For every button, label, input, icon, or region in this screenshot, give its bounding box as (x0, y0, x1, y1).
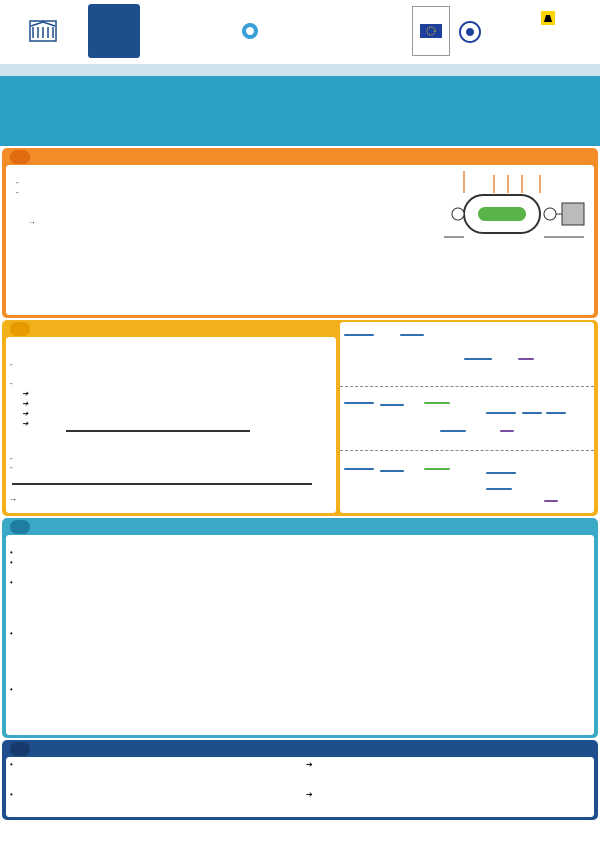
scenario-2-diagram (340, 458, 594, 512)
node-settling (400, 334, 424, 336)
s1-node-dewatering (486, 412, 516, 414)
interreg-logo (452, 8, 488, 56)
footer (0, 822, 600, 848)
ibw-mark (241, 22, 262, 40)
conclusion-4: ➔ (306, 790, 313, 799)
conclusion-3: ➔ (306, 760, 313, 769)
wvl-logo (510, 32, 596, 58)
results-heading (10, 520, 30, 534)
s1-node-drying (522, 412, 542, 414)
s2-node-chp (544, 500, 558, 502)
baseline-diagram (340, 330, 594, 384)
introduction-section (2, 148, 598, 318)
conclusion-heading (10, 742, 30, 756)
ibw-logo (198, 4, 304, 58)
raceway-pond-diagram (444, 167, 590, 245)
intro-bullet-fish: - (16, 178, 19, 187)
s1-node-digester (440, 430, 466, 432)
results-bullet-2: • (10, 558, 13, 567)
conclusion-2: • (10, 790, 13, 799)
intro-bullet-harvest: → (28, 217, 36, 226)
plant-M: ➔ (22, 419, 29, 428)
methods-section (2, 320, 598, 516)
ugent-emblem-icon (28, 19, 58, 43)
scenario-1-diagram (340, 394, 594, 450)
s1-node-milling (546, 412, 566, 414)
scenario-2-title (340, 450, 594, 451)
s1-node-raceway (424, 402, 450, 404)
logo-bar (0, 0, 600, 62)
vlaams-logo (498, 4, 598, 32)
methods-item-4: - (10, 463, 13, 472)
node-chp (518, 358, 534, 360)
node-ras (344, 334, 374, 336)
envoc-logo (88, 4, 140, 58)
methods-item-3: - (10, 454, 13, 463)
methods-item-1: - (10, 360, 13, 369)
results-bullet-1: • (10, 548, 13, 557)
conclusion-section (2, 740, 598, 820)
s1-node-chp (500, 430, 514, 432)
results-bullet-4: • (10, 629, 13, 638)
lion-icon (541, 11, 555, 25)
plant-S: ➔ (22, 399, 29, 408)
scenario-1-title (340, 386, 594, 387)
s1-node-settling (380, 404, 404, 406)
raceway-pond-figure (444, 167, 590, 259)
introduction-heading (10, 150, 30, 164)
scenarios-box (340, 322, 594, 513)
functional-unit-2 (12, 483, 312, 485)
functional-unit-1 (66, 430, 250, 432)
top-charts (286, 557, 496, 623)
s2-node-ras (344, 468, 374, 470)
ibw-circle-icon (241, 22, 259, 40)
s2-node-dewatering (486, 472, 516, 474)
methods-item-2: - (10, 379, 13, 388)
results-body (6, 535, 594, 735)
bottom-charts (166, 663, 496, 733)
title-banner (0, 76, 600, 146)
results-section (2, 518, 598, 738)
eu-flag-icon (420, 24, 442, 38)
intro-bullet-backwash: - (16, 188, 19, 197)
symposium-banner (0, 64, 600, 76)
s2-node-settling (380, 470, 404, 472)
methods-heading (10, 322, 30, 336)
results-bullet-3: • (10, 578, 13, 587)
s2-node-raceway (424, 468, 450, 470)
node-digester (464, 358, 492, 360)
conclusion-body (6, 757, 594, 817)
interreg-icon (458, 20, 482, 44)
plant-L: ➔ (22, 389, 29, 398)
s2-node-digester (486, 488, 512, 490)
eu-logo (412, 6, 450, 56)
s1-node-ras (344, 402, 374, 404)
methods-heading-3: → (9, 493, 18, 503)
ugent-logo (2, 2, 84, 60)
plant-E: ➔ (22, 409, 29, 418)
enalgae-logo (310, 6, 386, 56)
introduction-body (6, 165, 594, 315)
methods-text-box (6, 337, 336, 513)
conclusion-1: • (10, 760, 13, 769)
results-bullet-5: • (10, 685, 13, 694)
